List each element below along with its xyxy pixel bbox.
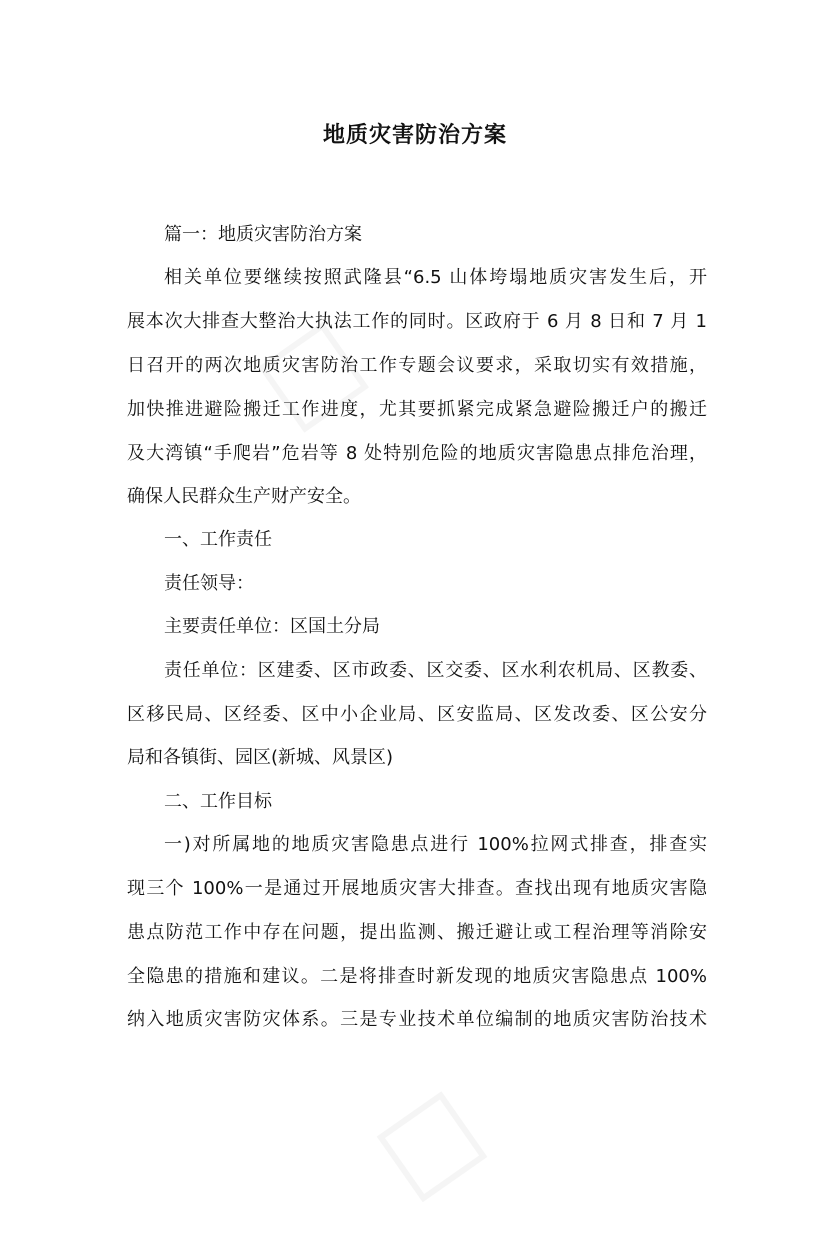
paragraph-line: 日召开的两次地质灾害防治工作专题会议要求，采取切实有效措施，	[127, 355, 707, 376]
paragraph-line: 加快推进避险搬迁工作进度，尤其要抓紧完成紧急避险搬迁户的搬迁	[127, 399, 707, 420]
responsible-leader: 责任领导：	[164, 573, 254, 594]
section-heading-part1: 篇一：地质灾害防治方案	[164, 224, 362, 245]
paragraph-line: 展本次大排查大整治大执法工作的同时。区政府于 6 月 8 日和 7 月 1	[127, 311, 707, 332]
paragraph-line: 确保人民群众生产财产安全。	[127, 486, 361, 507]
section-heading-responsibility: 一、工作责任	[164, 529, 272, 550]
main-responsible-unit: 主要责任单位：区国土分局	[164, 616, 380, 637]
responsible-units-line: 局和各镇街、园区(新城、风景区)	[127, 747, 394, 768]
goal-paragraph-line: 一)对所属地的地质灾害隐患点进行 100%拉网式排查，排查实	[164, 834, 707, 855]
responsible-units-line: 责任单位：区建委、区市政委、区交委、区水利农机局、区教委、	[164, 660, 707, 681]
goal-paragraph-line: 现三个 100%一是通过开展地质灾害大排查。查找出现有地质灾害隐	[127, 878, 707, 899]
paragraph-line: 及大湾镇“手爬岩”危岩等 8 处特别危险的地质灾害隐患点排危治理，	[127, 443, 707, 464]
watermark-bottom: ☐	[356, 1067, 511, 1230]
document-title: 地质灾害防治方案	[322, 123, 507, 148]
paragraph-line: 相关单位要继续按照武隆县“6.5 山体垮塌地质灾害发生后，开	[164, 267, 707, 288]
goal-paragraph-line: 患点防范工作中存在问题，提出监测、搬迁避让或工程治理等消除安	[127, 922, 707, 943]
section-heading-goals: 二、工作目标	[164, 791, 272, 812]
watermark: ☐	[237, 298, 392, 460]
responsible-units-line: 区移民局、区经委、区中小企业局、区安监局、区发改委、区公安分	[127, 704, 707, 725]
goal-paragraph-line: 全隐患的措施和建议。二是将排查时新发现的地质灾害隐患点 100%	[127, 966, 707, 987]
goal-paragraph-line: 纳入地质灾害防灾体系。三是专业技术单位编制的地质灾害防治技术	[127, 1009, 707, 1030]
